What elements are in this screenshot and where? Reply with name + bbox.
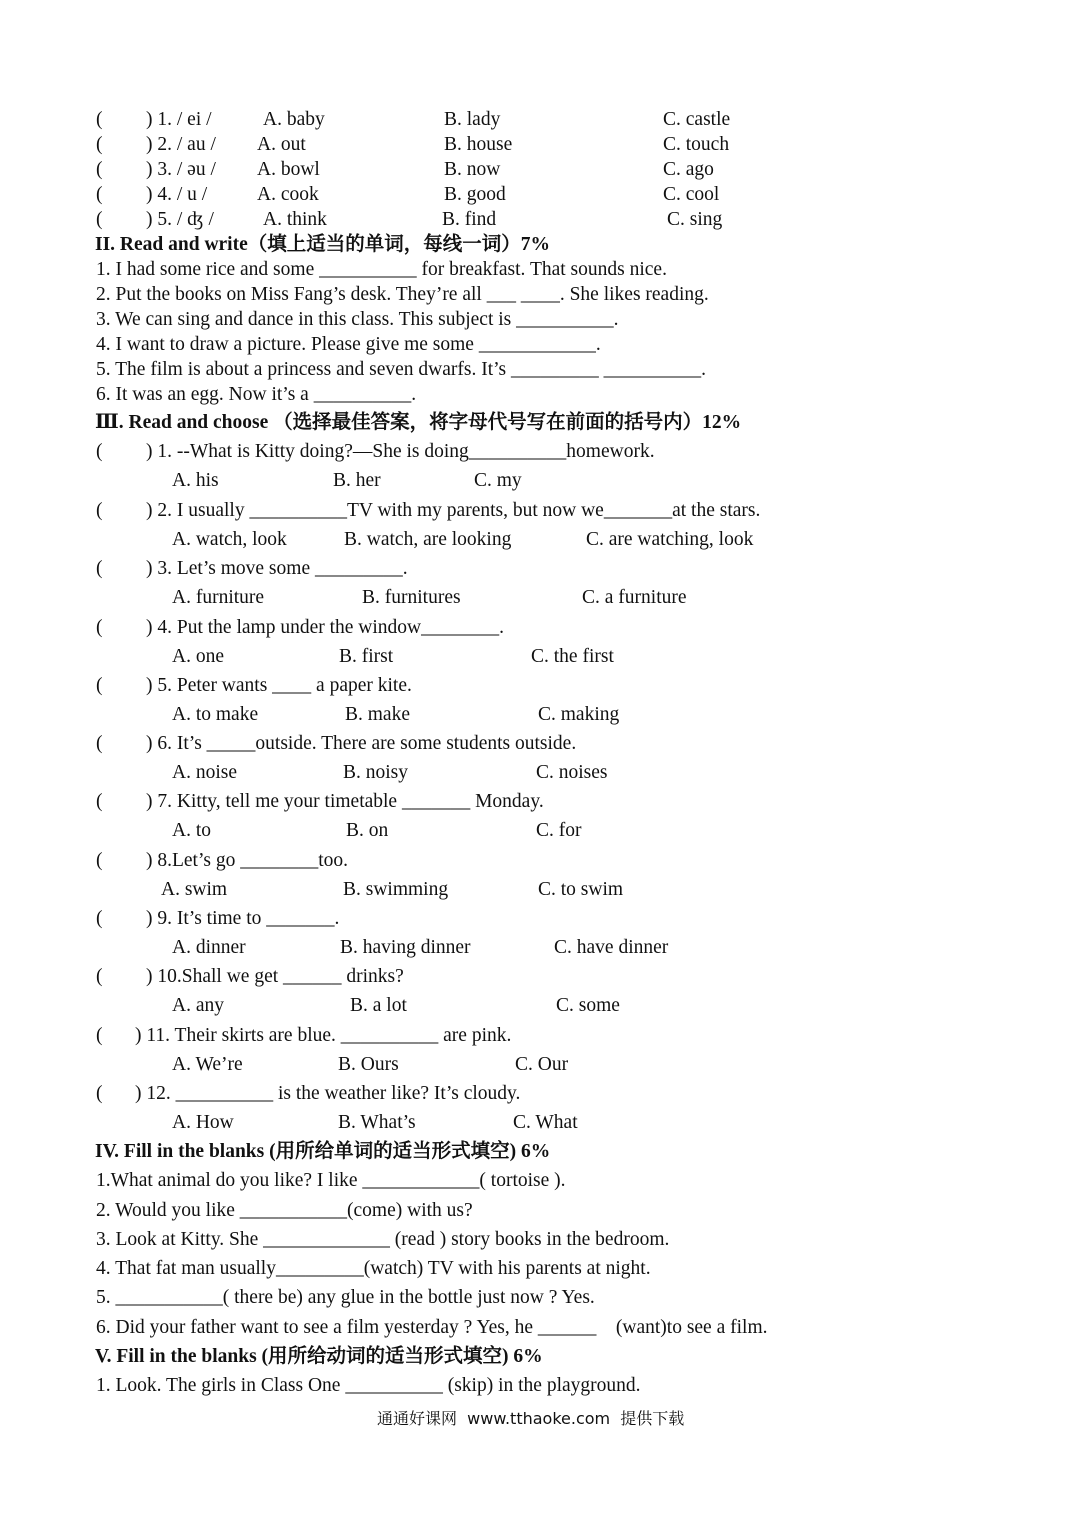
question-text: ) 2. I usually __________TV with my parents, but now we_______at the stars.: [146, 500, 761, 521]
fill-line[interactable]: 5. ___________( there be) any glue in the bottle just now ? Yes.: [96, 1287, 595, 1308]
question-text: ) 3. Let’s move some _________.: [146, 558, 408, 579]
option-b[interactable]: B. watch, are looking: [344, 529, 512, 550]
fill-line[interactable]: 1. Look. The girls in Class One __________ (skip) in the playground.: [96, 1375, 641, 1396]
answer-bracket[interactable]: (: [96, 209, 103, 230]
answer-bracket[interactable]: (: [96, 675, 103, 696]
option-c[interactable]: C. making: [538, 704, 620, 725]
question-text: ) 1. / ei /: [146, 109, 212, 130]
question-text: ) 12. __________ is the weather like? It’s cloudy.: [135, 1083, 521, 1104]
section-heading: IV. Fill in the blanks (用所给单词的适当形式填空) 6%: [95, 1141, 551, 1162]
option-a[interactable]: A. to: [172, 820, 211, 841]
question-text: ) 11. Their skirts are blue. __________ are pink.: [135, 1025, 512, 1046]
option-b: B. good: [444, 184, 506, 205]
question-text: ) 4. / u /: [146, 184, 208, 205]
fill-line[interactable]: 1. I had some rice and some __________ for breakfast. That sounds nice.: [96, 259, 667, 280]
answer-bracket[interactable]: (: [96, 184, 103, 205]
question-text: ) 2. / au /: [146, 134, 216, 155]
question-text: ) 7. Kitty, tell me your timetable _______ Monday.: [146, 791, 544, 812]
option-a[interactable]: A. any: [172, 995, 224, 1016]
fill-line[interactable]: 6. It was an egg. Now it’s a __________.: [96, 384, 417, 405]
option-b[interactable]: B. What’s: [338, 1112, 416, 1133]
option-c[interactable]: C. for: [536, 820, 582, 841]
option-b[interactable]: B. Ours: [338, 1054, 399, 1075]
option-a: A. think: [263, 209, 327, 230]
question-text: ) 3. / əu /: [146, 159, 216, 180]
option-c[interactable]: C. have dinner: [554, 937, 669, 958]
question-text: ) 1. --What is Kitty doing?—She is doing__________homework.: [146, 441, 655, 462]
answer-bracket[interactable]: (: [96, 791, 103, 812]
option-c[interactable]: C. the first: [531, 646, 614, 667]
fill-line[interactable]: 3. Look at Kitty. She _____________ (read ) story books in the bedroom.: [96, 1229, 670, 1250]
option-a[interactable]: A. noise: [172, 762, 237, 783]
section-heading: Ⅲ. Read and choose （选择最佳答案，将字母代号写在前面的括号内）12%: [95, 412, 742, 433]
option-a[interactable]: A. dinner: [172, 937, 246, 958]
question-text: ) 9. It’s time to _______.: [146, 908, 340, 929]
fill-line[interactable]: 6. Did your father want to see a film yesterday ? Yes, he ______ (want)to see a film.: [96, 1317, 768, 1338]
answer-bracket[interactable]: (: [96, 159, 103, 180]
fill-line[interactable]: 4. That fat man usually_________(watch) TV with his parents at night.: [96, 1258, 651, 1279]
option-c[interactable]: C. What: [513, 1112, 578, 1133]
question-text: ) 8.Let’s go ________too.: [146, 850, 349, 871]
answer-bracket[interactable]: (: [96, 109, 103, 130]
option-b: B. find: [442, 209, 497, 230]
question-text: ) 5. / ʤ /: [146, 209, 214, 230]
option-a[interactable]: A. watch, look: [172, 529, 287, 550]
option-a[interactable]: A. furniture: [172, 587, 265, 608]
option-c[interactable]: C. noises: [536, 762, 608, 783]
answer-bracket[interactable]: (: [96, 1025, 103, 1046]
answer-bracket[interactable]: (: [96, 1083, 103, 1104]
option-b: B. lady: [444, 109, 501, 130]
option-a[interactable]: A. We’re: [172, 1054, 243, 1075]
option-c: C. castle: [663, 109, 731, 130]
question-text: ) 4. Put the lamp under the window________.: [146, 617, 504, 638]
option-c[interactable]: C. a furniture: [582, 587, 687, 608]
fill-line[interactable]: 2. Put the books on Miss Fang’s desk. They’re all ___ ____. She likes reading.: [96, 284, 709, 305]
option-c[interactable]: C. some: [556, 995, 620, 1016]
option-a: A. baby: [263, 109, 325, 130]
option-b: B. house: [444, 134, 513, 155]
answer-bracket[interactable]: (: [96, 733, 103, 754]
option-a: A. bowl: [257, 159, 320, 180]
fill-line[interactable]: 2. Would you like ___________(come) with us?: [96, 1200, 473, 1221]
answer-bracket[interactable]: (: [96, 134, 103, 155]
section-heading: II. Read and write（填上适当的单词，每线一词）7%: [95, 234, 551, 255]
answer-bracket[interactable]: (: [96, 500, 103, 521]
page-footer: 通通好课网 www.tthaoke.com 提供下载: [377, 1409, 685, 1428]
answer-bracket[interactable]: (: [96, 441, 103, 462]
option-a[interactable]: A. How: [172, 1112, 234, 1133]
answer-bracket[interactable]: (: [96, 850, 103, 871]
option-b[interactable]: B. furnitures: [362, 587, 461, 608]
answer-bracket[interactable]: (: [96, 558, 103, 579]
option-b[interactable]: B. having dinner: [340, 937, 471, 958]
option-c: C. ago: [663, 159, 714, 180]
option-b[interactable]: B. on: [346, 820, 389, 841]
option-b[interactable]: B. first: [339, 646, 394, 667]
question-text: ) 10.Shall we get ______ drinks?: [146, 966, 404, 987]
option-b[interactable]: B. swimming: [343, 879, 449, 900]
option-b: B. now: [444, 159, 501, 180]
option-c: C. cool: [663, 184, 720, 205]
option-a: A. out: [257, 134, 306, 155]
option-a[interactable]: A. swim: [161, 879, 228, 900]
option-a[interactable]: A. one: [172, 646, 224, 667]
option-b[interactable]: B. noisy: [343, 762, 409, 783]
option-c: C. touch: [663, 134, 730, 155]
option-c[interactable]: C. to swim: [538, 879, 624, 900]
option-a[interactable]: A. to make: [172, 704, 259, 725]
option-c[interactable]: C. are watching, look: [586, 529, 754, 550]
section-heading: V. Fill in the blanks (用所给动词的适当形式填空) 6%: [95, 1346, 543, 1367]
option-a[interactable]: A. his: [172, 470, 219, 491]
question-text: ) 5. Peter wants ____ a paper kite.: [146, 675, 412, 696]
option-a: A. cook: [257, 184, 319, 205]
fill-line[interactable]: 5. The film is about a princess and seven dwarfs. It’s _________ __________.: [96, 359, 707, 380]
option-c: C. sing: [667, 209, 723, 230]
fill-line[interactable]: 1.What animal do you like? I like ____________( tortoise ).: [96, 1170, 566, 1191]
option-c[interactable]: C. Our: [515, 1054, 569, 1075]
fill-line[interactable]: 3. We can sing and dance in this class. This subject is __________.: [96, 309, 619, 330]
answer-bracket[interactable]: (: [96, 908, 103, 929]
option-c[interactable]: C. my: [474, 470, 522, 491]
answer-bracket[interactable]: (: [96, 617, 103, 638]
fill-line[interactable]: 4. I want to draw a picture. Please give me some ____________.: [96, 334, 601, 355]
option-b[interactable]: B. a lot: [350, 995, 407, 1016]
question-text: ) 6. It’s _____outside. There are some students outside.: [146, 733, 577, 754]
answer-bracket[interactable]: (: [96, 966, 103, 987]
option-b[interactable]: B. make: [345, 704, 410, 725]
option-b[interactable]: B. her: [333, 470, 381, 491]
